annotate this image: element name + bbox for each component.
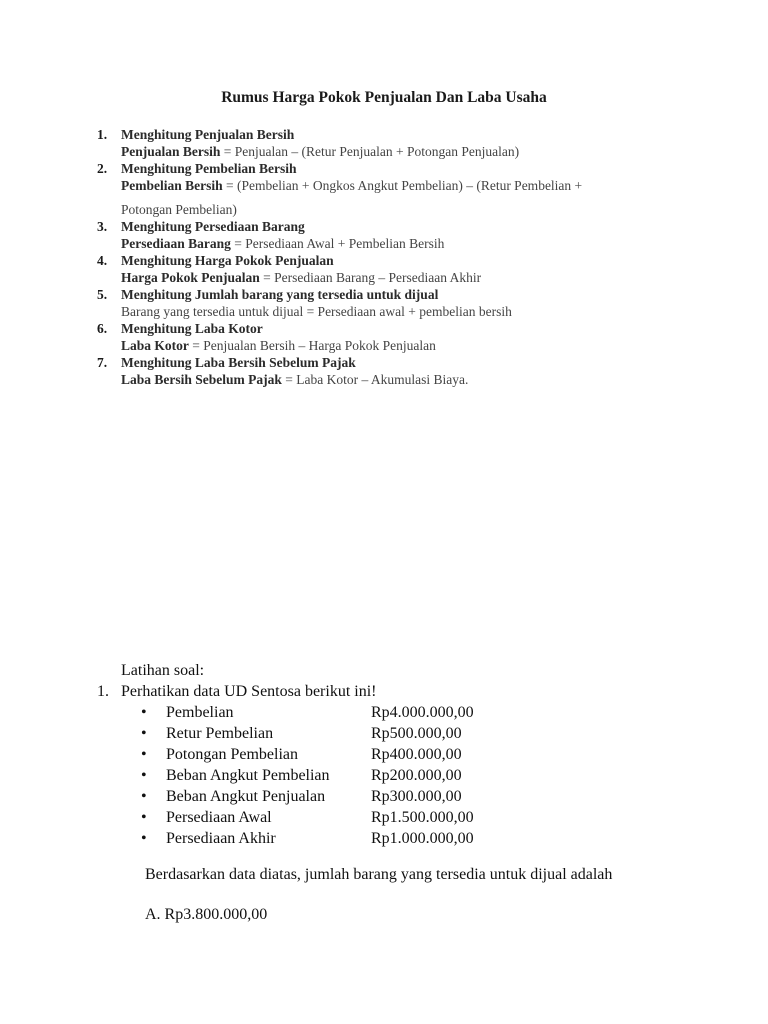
formula-number: 3. bbox=[97, 219, 108, 234]
formula-number: 5. bbox=[97, 287, 108, 302]
item-amount: Rp500.000,00 bbox=[371, 725, 462, 742]
list-item bbox=[0, 807, 768, 828]
exercise-label: Latihan soal: bbox=[121, 662, 205, 679]
formula-equation bbox=[0, 337, 768, 354]
item-name: Pembelian bbox=[166, 704, 234, 721]
list-item bbox=[0, 828, 768, 849]
bullet-icon: • bbox=[141, 704, 147, 721]
list-item bbox=[0, 786, 768, 807]
formula-heading: Menghitung Laba Bersih Sebelum Pajak bbox=[121, 355, 356, 370]
formula-item bbox=[0, 286, 768, 320]
formula-term: Laba Bersih Sebelum Pajak bbox=[121, 372, 282, 387]
formula-heading: Menghitung Laba Kotor bbox=[121, 321, 263, 336]
formula-term: Pembelian Bersih bbox=[121, 178, 226, 193]
formula-heading: Menghitung Penjualan Bersih bbox=[121, 127, 295, 142]
item-amount: Rp400.000,00 bbox=[371, 746, 462, 763]
bullet-icon: • bbox=[141, 725, 147, 742]
formula-expression: = Persediaan Awal + Pembelian Bersih bbox=[230, 236, 445, 251]
bullet-icon: • bbox=[141, 767, 147, 784]
formula-equation bbox=[0, 303, 768, 320]
formula-number: 4. bbox=[97, 253, 108, 268]
formula-equation bbox=[0, 269, 768, 286]
formula-heading: Menghitung Pembelian Bersih bbox=[121, 161, 297, 176]
list-item bbox=[0, 744, 768, 765]
formula-item bbox=[0, 354, 768, 388]
exercise-section bbox=[0, 660, 768, 849]
formula-expression: = Laba Kotor – Akumulasi Biaya. bbox=[281, 372, 469, 387]
formula-expression: = Persediaan Barang – Persediaan Akhir bbox=[259, 270, 482, 285]
formula-list bbox=[0, 126, 768, 388]
formula-equation bbox=[0, 177, 768, 194]
answer-option: A. Rp3.800.000,00 bbox=[145, 906, 268, 923]
item-amount: Rp1.500.000,00 bbox=[371, 809, 474, 826]
formula-item bbox=[0, 160, 768, 218]
bullet-icon: • bbox=[141, 746, 147, 763]
formula-number: 6. bbox=[97, 321, 108, 336]
item-amount: Rp300.000,00 bbox=[371, 788, 462, 805]
formula-number: 2. bbox=[97, 161, 108, 176]
list-item bbox=[0, 702, 768, 723]
item-name: Retur Pembelian bbox=[166, 725, 274, 742]
formula-term: Laba Kotor bbox=[121, 338, 189, 353]
item-name: Beban Angkut Pembelian bbox=[166, 767, 330, 784]
formula-item bbox=[0, 320, 768, 354]
formula-expression: Barang yang tersedia untuk dijual = Persediaan awal + pembelian bersih bbox=[121, 304, 512, 319]
formula-number: 7. bbox=[97, 355, 108, 370]
formula-number: 1. bbox=[97, 127, 108, 142]
formula-heading: Menghitung Persediaan Barang bbox=[121, 219, 305, 234]
exercise-question-intro bbox=[0, 681, 768, 702]
formula-continuation: Potongan Pembelian) bbox=[121, 202, 237, 217]
bullet-icon: • bbox=[141, 830, 147, 847]
formula-term: Persediaan Barang bbox=[121, 236, 231, 251]
bullet-icon: • bbox=[141, 788, 147, 805]
formula-item bbox=[0, 218, 768, 252]
question-intro-text: Perhatikan data UD Sentosa berikut ini! bbox=[121, 683, 377, 700]
formula-expression: = Penjualan Bersih – Harga Pokok Penjualan bbox=[188, 338, 436, 353]
list-item bbox=[0, 765, 768, 786]
item-amount: Rp4.000.000,00 bbox=[371, 704, 474, 721]
formula-expression: = Penjualan – (Retur Penjualan + Potongan Penjualan) bbox=[220, 144, 520, 159]
formula-expression: = (Pembelian + Ongkos Angkut Pembelian) – (Retur Pembelian + bbox=[226, 178, 583, 193]
formula-term: Penjualan Bersih bbox=[121, 144, 221, 159]
page-title: Rumus Harga Pokok Penjualan Dan Laba Usaha bbox=[221, 89, 547, 106]
question-text: Berdasarkan data diatas, jumlah barang yang tersedia untuk dijual adalah bbox=[145, 866, 613, 883]
item-amount: Rp1.000.000,00 bbox=[371, 830, 474, 847]
formula-equation bbox=[0, 371, 768, 388]
formula-heading: Menghitung Harga Pokok Penjualan bbox=[121, 253, 334, 268]
item-name: Persediaan Akhir bbox=[166, 830, 276, 847]
data-list bbox=[0, 702, 768, 849]
question-number: 1. bbox=[97, 683, 109, 700]
formula-equation bbox=[0, 143, 768, 160]
item-name: Beban Angkut Penjualan bbox=[166, 788, 326, 805]
item-name: Persediaan Awal bbox=[166, 809, 272, 826]
item-amount: Rp200.000,00 bbox=[371, 767, 462, 784]
item-name: Potongan Pembelian bbox=[166, 746, 298, 763]
formula-term: Harga Pokok Penjualan bbox=[121, 270, 260, 285]
bullet-icon: • bbox=[141, 809, 147, 826]
formula-equation bbox=[0, 235, 768, 252]
list-item bbox=[0, 723, 768, 744]
formula-heading: Menghitung Jumlah barang yang tersedia untuk dijual bbox=[121, 287, 439, 302]
formula-item bbox=[0, 252, 768, 286]
formula-item bbox=[0, 126, 768, 160]
